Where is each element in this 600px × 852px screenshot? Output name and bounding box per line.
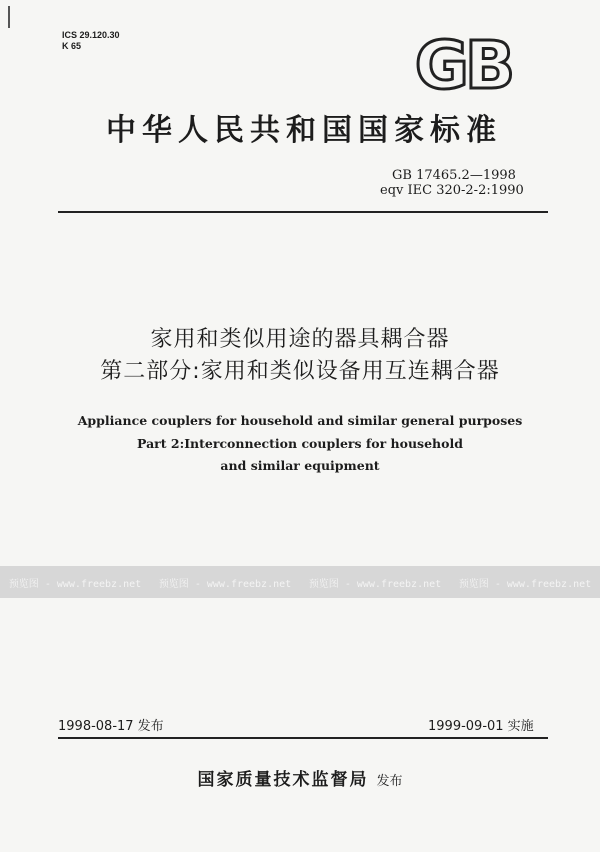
- watermark-text: 预览图 - www.freebz.net: [8, 578, 142, 590]
- publisher-line: [0, 765, 600, 790]
- publisher-organization: 国家质量技术监督局: [197, 770, 369, 790]
- title-cn-line1: 家用和类似用途的器具耦合器: [150, 327, 450, 352]
- title-en-line3: and similar equipment: [220, 458, 380, 473]
- issue-date: 1998-08-17 发布: [58, 719, 164, 734]
- standard-title: 中华人民共和国国家标准: [106, 113, 502, 148]
- bottom-divider: [58, 737, 548, 739]
- gb-logo-text: GB: [414, 30, 512, 98]
- title-en-line1: Appliance couplers for household and similar general purposes: [77, 413, 523, 428]
- title-en-line2: Part 2:Interconnection couplers for household: [137, 436, 463, 451]
- ics-code: ICS 29.120.30: [62, 30, 120, 40]
- class-code: K 65: [62, 41, 82, 51]
- margin-mark: [8, 6, 10, 28]
- standard-number-block: [380, 168, 524, 198]
- top-divider: [58, 211, 548, 213]
- effective-date: 1999-09-01 实施: [428, 719, 534, 734]
- standard-number: GB 17465.2—1998: [392, 168, 516, 183]
- watermark-text: 预览图 - www.freebz.net: [308, 578, 442, 590]
- publisher-action: 发布: [376, 774, 403, 789]
- gb-logo-icon: [398, 30, 528, 98]
- title-cn-line2: 第二部分:家用和类似设备用互连耦合器: [100, 359, 500, 384]
- watermark-text: 预览图 - www.freebz.net: [458, 578, 592, 590]
- watermark-band: [0, 566, 600, 598]
- watermark-text: 预览图 - www.freebz.net: [158, 578, 292, 590]
- classification-codes: [62, 30, 120, 52]
- equivalent-standard: eqv IEC 320-2-2:1990: [380, 183, 524, 198]
